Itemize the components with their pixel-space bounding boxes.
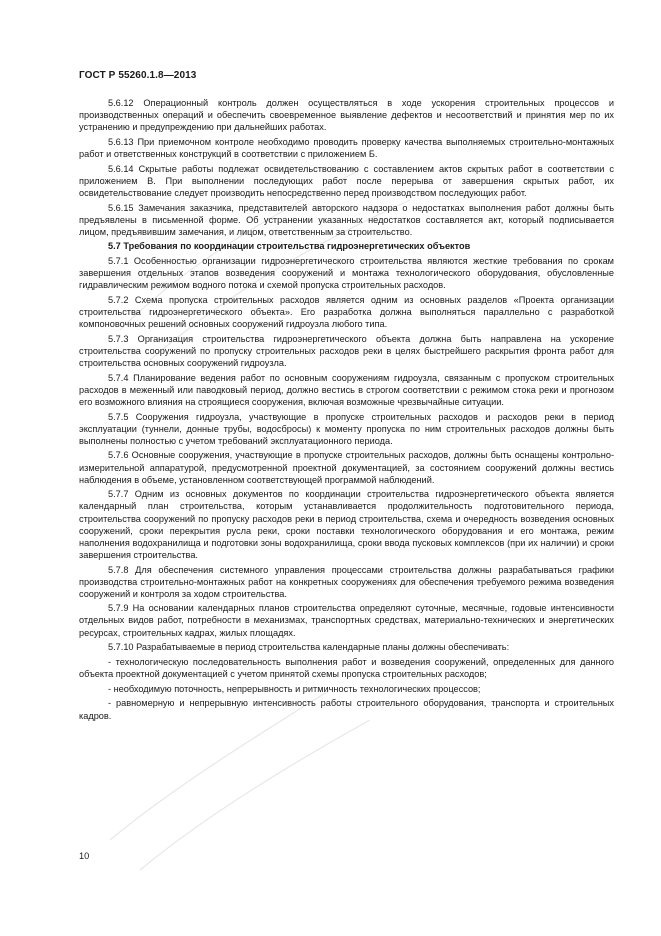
paragraph: 5.6.14 Скрытые работы подлежат освидетельствованию с составлением актов скрытых работ в соответствии с приложением В. При выполнении последующих работ после перерыва от завершения скрытых работ, их освидетельствование следует производить непосредственно перед производством последующих работ. xyxy=(79,163,614,198)
paragraph: 5.7.9 На основании календарных планов строительства определяют суточные, месячные, годовые интенсивности отдельных видов работ, потребности в механизмах, транспортных средствах, материально-технических и энергетических ресурсах, строительных кадрах, жилых площадях. xyxy=(79,603,614,638)
paragraph: 5.7.3 Организация строительства гидроэнергетического объекта должна быть направлена на ускорение строительства сооружений по пропуску строительных расходов реки в целях быстрейшего раскрытия фронта работ для строительства основных сооружений гидроузла. xyxy=(79,333,614,369)
list-item: - равномерную и непрерывную интенсивность работы строительного оборудования, транспорта и строительных кадров. xyxy=(79,698,614,721)
paragraph: 5.7.10 Разрабатываемые в период строительства календарные планы должны обеспечивать: xyxy=(108,642,510,653)
list-item: - необходимую поточность, непрерывность и ритмичность технологических процессов; xyxy=(108,683,481,694)
paragraph: 5.7.4 Планирование ведения работ по основным сооружениям гидроузла, связанным с пропуском строительных расходов в меженный или паводковый период, должно вестись в строгом соответствии с режимом стока реки и прогнозом его возможного влияния на строящиеся сооружения, включая возможные чрезвычайные ситуации. xyxy=(79,372,614,407)
standard-header: ГОСТ Р 55260.1.8—2013 xyxy=(79,70,197,81)
paragraph: 5.7.5 Сооружения гидроузла, участвующие в пропуске строительных расходов и расходов реки в период эксплуатации (туннели, донные трубы, водосбросы) к моменту пропуска по ним строительных расходов должны быть выполнены полностью с учетом требований эксплуатационного периода. xyxy=(79,411,614,446)
paragraph: 5.6.13 При приемочном контроле необходимо проводить проверку качества выполняемых строительно-монтажных работ и ответственных конструкций в соответствии с приложением Б. xyxy=(79,136,614,159)
watermark-stroke xyxy=(140,720,370,870)
paragraph: 5.6.12 Операционный контроль должен осуществляться в ходе ускорения строительных процессов и производственных операций и обеспечить своевременное выявление дефектов и несоответствий и принятия мер по их устранению и предупреждению при дальнейших работах. xyxy=(79,98,614,133)
page-number: 10 xyxy=(79,851,90,861)
paragraph: 5.7.6 Основные сооружения, участвующие в пропуске строительных расходов, должны быть оснащены контрольно-измерительной аппаратурой, предусмотренной проектной документацией, за состоянием сооружений должны вестись наблюдения в объеме, установленном соответствующей программой наблюдений. xyxy=(79,450,614,485)
paragraph: 5.7.7 Одним из основных документов по координации строительства гидроэнергетического объекта является календарный план строительства, которым устанавливается продолжительность подготовительного периода, строительства сооружений по пропуску расходов реки в период строительства, схема и очередность возведения основных сооружений, сроки перекрытия русла реки, сроки поставки технологического оборудования и его монтажа, режим наполнения водохранилища и подготовки зоны водохранилища, сроки ввода пусковых комплексов (при их наличии) и сроки завершения строительства. xyxy=(79,489,614,560)
paragraph: 5.6.15 Замечания заказчика, представителей авторского надзора о недостатках выполнения работ должны быть предъявлены в письменной форме. Об устранении указанных недостатков составляется акт, который подписывается лицом, предъявившим замечания, и лицом, ответственным за строительство. xyxy=(79,202,614,237)
paragraph: 5.7.1 Особенностью организации гидроэнергетического строительства являются жесткие требования по срокам завершения отдельных этапов возведения сооружений и монтажа технологического оборудования, обусловленные гидравлическим режимом водного потока и схемой пропуска строительных расходов. xyxy=(79,256,614,291)
paragraph: 5.7.2 Схема пропуска строительных расходов является одним из основных разделов «Проекта организации строительства гидроэнергетического объекта». Его разработка должна выполняться параллельно с разработкой компоновочных решений основных сооружений гидроузла любого типа. xyxy=(79,294,614,330)
paragraph: 5.7.8 Для обеспечения системного управления процессами строительства должны разрабатываться графики производства строительно-монтажных работ на конкретных сооружениях для обеспечения требуемого режима возведения сооружений и контроля за ходом строительства. xyxy=(79,564,614,599)
document-body xyxy=(79,97,614,724)
section-heading: 5.7 Требования по координации строительства гидроэнергетических объектов xyxy=(108,241,471,252)
list-item: - технологическую последовательность выполнения работ и возведения сооружений, определенных для данного объекта проектной документацией с учетом принятой схемы пропуска строительных расходов; xyxy=(79,656,614,680)
